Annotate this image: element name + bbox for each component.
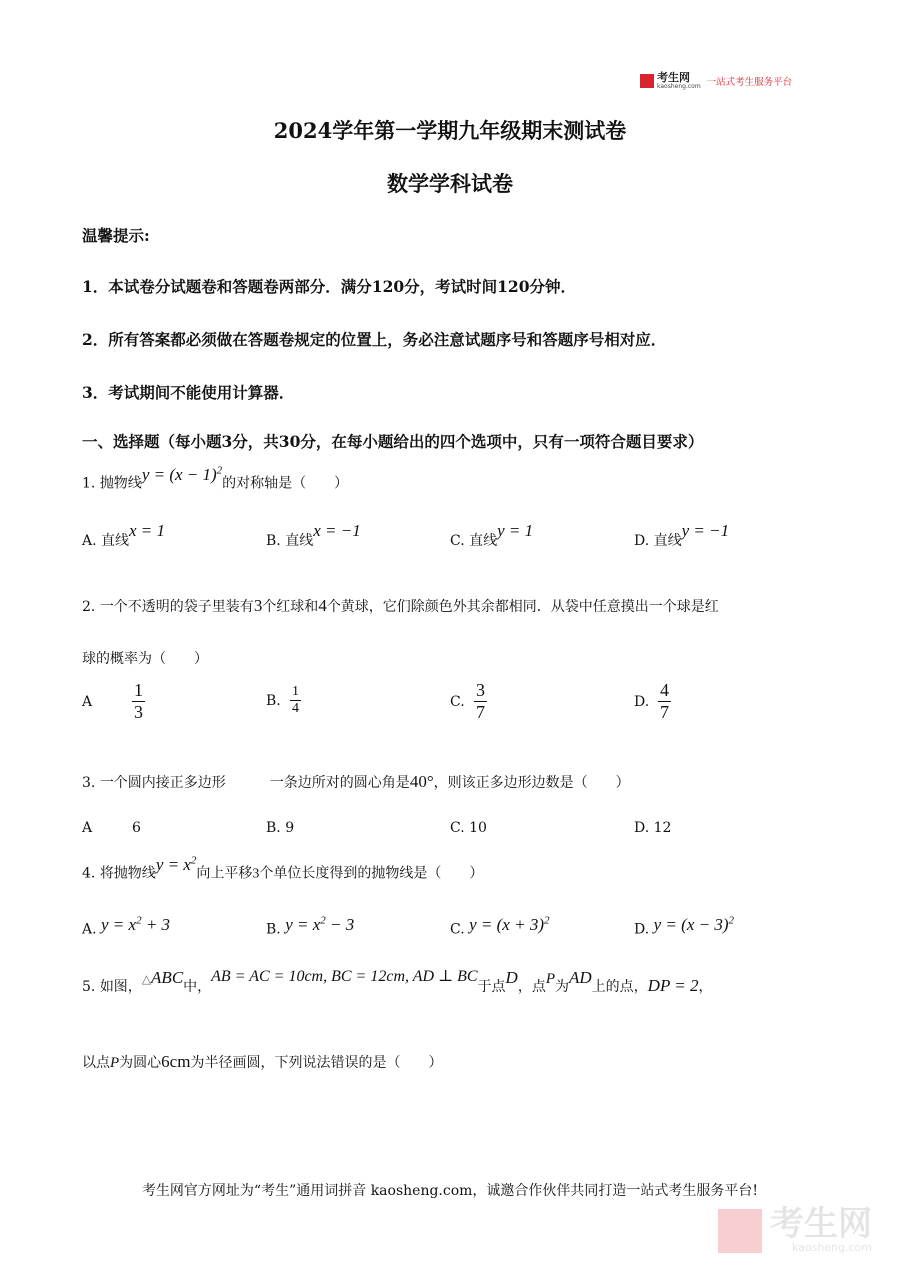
question-3: 3. 一个圆内接正多边形 一条边所对的圆心角是40°，则该正多边形边数是（ ） xyxy=(82,772,630,791)
q2-option-b[interactable]: B. $\frac{1}{4}$ xyxy=(266,684,299,716)
logo-name: 考生网 xyxy=(657,71,690,84)
watermark-logo-icon xyxy=(718,1209,762,1253)
q1-option-b[interactable]: B. 直线x = −1 xyxy=(266,521,361,549)
page-title: 2024学年第一学期九年级期末测试卷 xyxy=(273,118,627,143)
q1-math: $y = (x - 1)^2$ xyxy=(141,464,223,484)
q1-option-c[interactable]: C. 直线y = 1 xyxy=(450,521,534,549)
kaosheng-logo-icon xyxy=(640,74,654,88)
watermark-name: 考生网 xyxy=(770,1204,872,1244)
tips-heading: 温馨提示: xyxy=(82,226,150,245)
watermark-domain: kaosheng.com xyxy=(791,1241,872,1254)
logo-text xyxy=(657,72,701,90)
q1-number: 1. xyxy=(82,475,96,492)
q4-option-d[interactable]: D. $y = (x - 3)^2$ xyxy=(634,914,734,938)
q1-pre: 抛物线 xyxy=(99,475,142,492)
q4-option-c[interactable]: C. $y = (x + 3)^2$ xyxy=(450,914,550,938)
tip-item-3: 3．考试期间不能使用计算器． xyxy=(82,383,295,402)
question-5: 5. 如图，△ABC中，AB = AC = 10cm, BC = 12cm, AD ⊥ BC于点D，点P为AD上的点，DP = 2， xyxy=(82,968,713,995)
question-5-line2: 以点P为圆心6cm为半径画圆，下列说法错误的是（ ） xyxy=(82,1052,443,1071)
tip-item-1: 1．本试卷分试题卷和答题卷两部分．满分120分，考试时间120分钟． xyxy=(82,277,576,296)
question-1 xyxy=(82,464,349,493)
q3-option-c[interactable]: C. 10 xyxy=(450,820,487,836)
q3-option-d[interactable]: D. 12 xyxy=(634,820,672,836)
section-heading: 一、选择题（每小题3分，共30分，在每小题给出的四个选项中，只有一项符合题目要求） xyxy=(82,432,704,451)
logo-domain: kaosheng.com xyxy=(657,83,701,90)
q4-option-b[interactable]: B. $y = x^2 - 3$ xyxy=(266,914,355,938)
q3-option-b[interactable]: B. 9 xyxy=(266,820,295,836)
q1-option-a[interactable]: A. 直线x = 1 xyxy=(82,521,166,549)
q4-option-a[interactable]: A. $y = x^2 + 3$ xyxy=(82,914,171,938)
question-4: 4. 将抛物线$y = x^2$向上平移3个单位长度得到的抛物线是（ ） xyxy=(82,854,484,882)
q1-post: 的对称轴是（ ） xyxy=(222,475,349,492)
watermark xyxy=(718,1204,872,1254)
q2-option-d[interactable]: D. $\frac{4}{7}$ xyxy=(634,680,669,722)
header-logo xyxy=(640,72,792,90)
tip-item-2: 2．所有答案都必须做在答题卷规定的位置上，务必注意试题序号和答题序号相对应． xyxy=(82,330,667,349)
q1-option-d[interactable]: D. 直线y = −1 xyxy=(634,521,730,549)
q3-option-a[interactable]: A 6 xyxy=(82,820,141,836)
page-subtitle: 数学学科试卷 xyxy=(387,171,513,196)
logo-slogan: 一站式考生服务平台 xyxy=(706,77,793,88)
question-2: 2. 一个不透明的袋子里装有3个红球和4个黄球，它们除颜色外其余都相同．从袋中任意摸出一个球是红 xyxy=(82,596,719,615)
q2-option-c[interactable]: C. $\frac{3}{7}$ xyxy=(450,680,485,722)
q2-option-a[interactable]: A $\frac{1}{3}$ xyxy=(82,680,143,722)
question-2-line2: 球的概率为（ ） xyxy=(82,651,208,667)
footer-text: 考生网官方网址为“考生”通用词拼音 kaosheng.com，诚邀合作伙伴共同打造一站式考生服务平台! xyxy=(141,1183,759,1199)
